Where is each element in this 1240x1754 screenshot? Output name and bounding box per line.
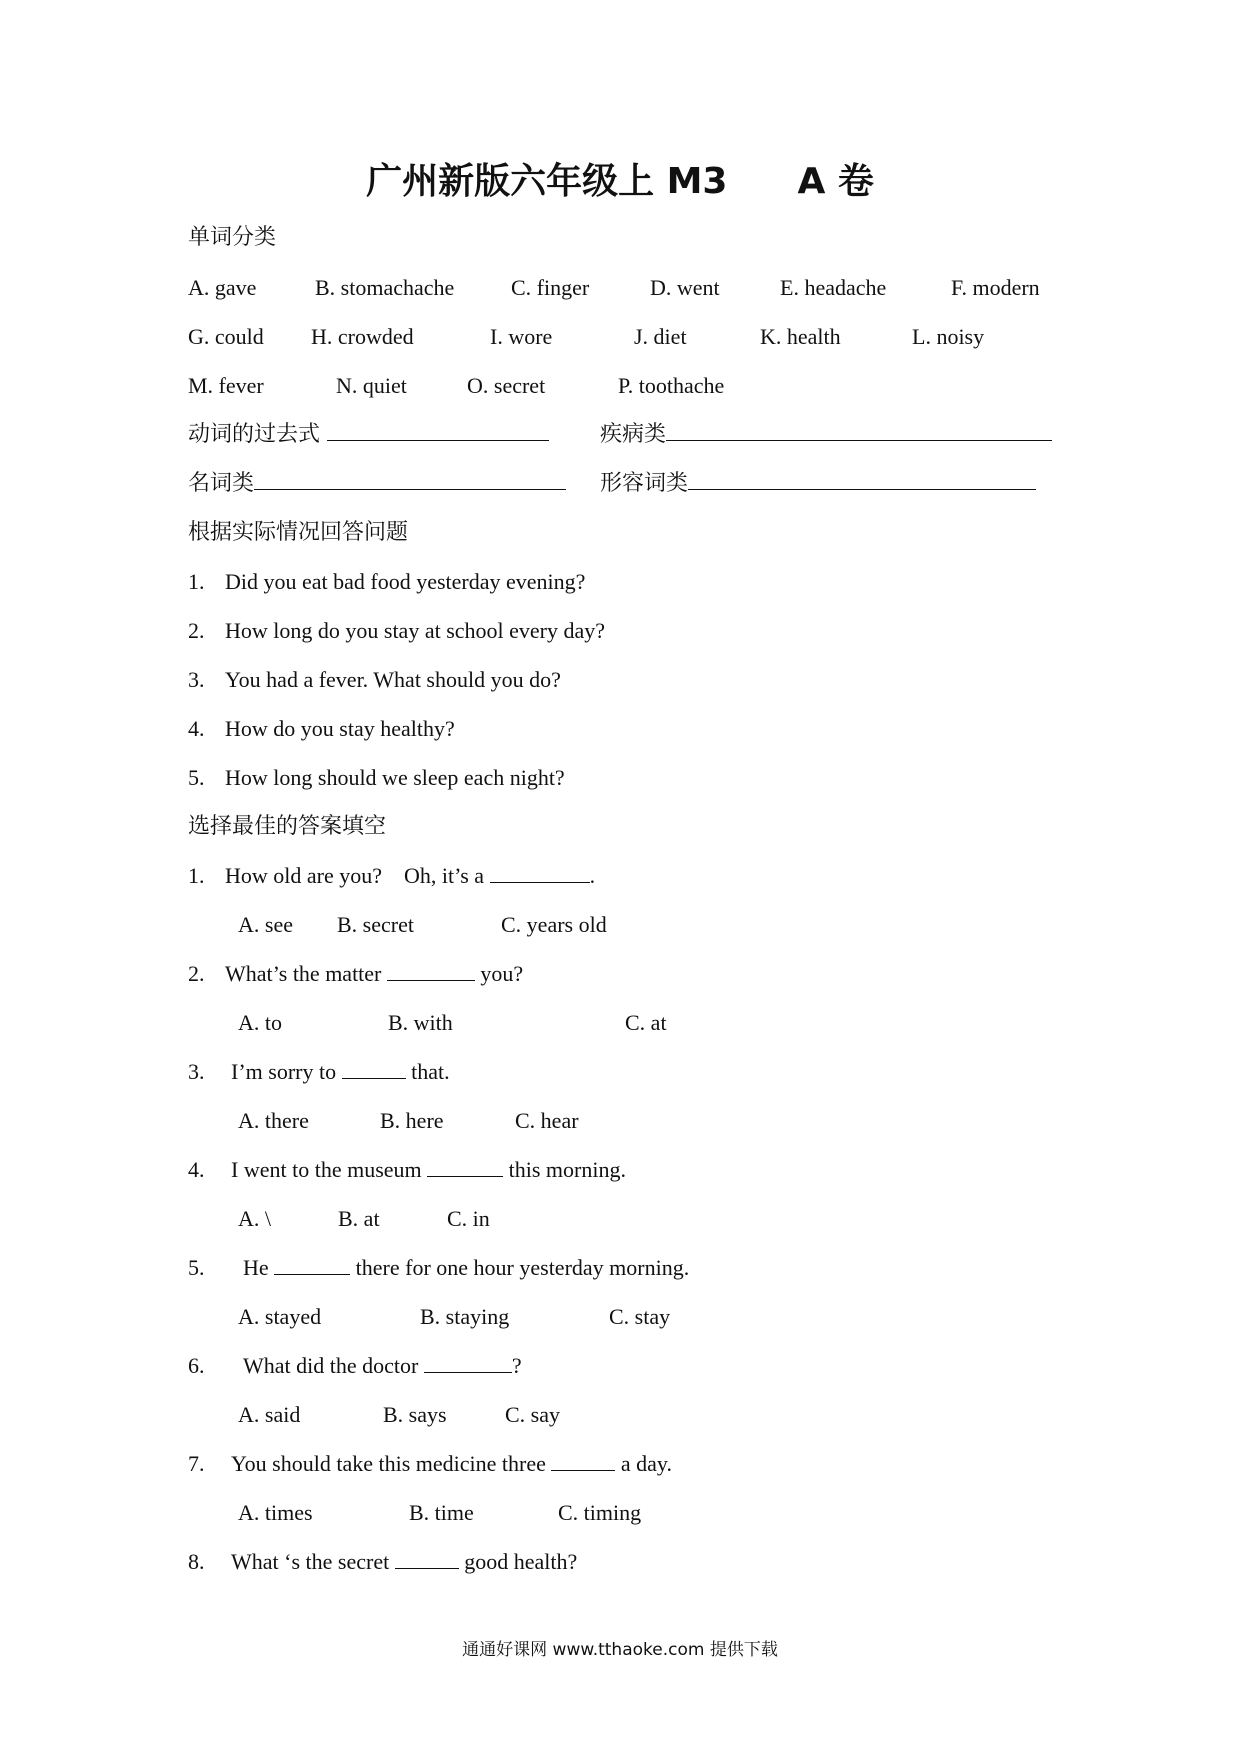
question-number: 4. bbox=[188, 1157, 205, 1182]
choice-option[interactable]: A. see bbox=[238, 912, 293, 937]
choice-option[interactable]: A. there bbox=[238, 1108, 309, 1133]
answer-blank[interactable] bbox=[342, 1060, 406, 1079]
choice-option[interactable]: C. years old bbox=[501, 912, 607, 937]
word-option: N. quiet bbox=[336, 373, 407, 398]
word-option: G. could bbox=[188, 324, 264, 349]
question-stem bbox=[243, 1352, 522, 1380]
question-stem bbox=[231, 1058, 450, 1086]
choice-option[interactable]: C. at bbox=[625, 1010, 667, 1035]
choice-option[interactable]: B. staying bbox=[420, 1304, 510, 1329]
choice-option[interactable]: A. stayed bbox=[238, 1304, 322, 1329]
choice-option[interactable]: C. hear bbox=[515, 1108, 579, 1133]
word-option: E. headache bbox=[780, 275, 887, 300]
answer-blank[interactable] bbox=[688, 471, 1036, 490]
category-adjective bbox=[600, 470, 1036, 498]
question-number: 2. bbox=[188, 961, 205, 986]
footer-credit: 通通好课网 www.tthaoke.com 提供下载 bbox=[462, 1640, 778, 1660]
answer-blank[interactable] bbox=[395, 1550, 459, 1569]
question-stem bbox=[225, 862, 595, 890]
word-option: O. secret bbox=[467, 373, 546, 398]
word-option: D. went bbox=[650, 275, 720, 300]
stem-text: What ‘s the secret bbox=[231, 1549, 395, 1574]
question-number: 6. bbox=[188, 1353, 205, 1378]
word-option: M. fever bbox=[188, 373, 264, 398]
stem-text: good health? bbox=[458, 1549, 578, 1574]
stem-text: I’m sorry to bbox=[231, 1059, 342, 1084]
page-title bbox=[0, 160, 1240, 204]
stem-text: a day. bbox=[615, 1451, 672, 1476]
answer-blank[interactable] bbox=[254, 471, 566, 490]
answer-blank[interactable] bbox=[274, 1256, 350, 1275]
question-number: 5. bbox=[188, 765, 205, 790]
choice-option[interactable]: C. in bbox=[447, 1206, 490, 1231]
question-number: 2. bbox=[188, 618, 205, 643]
stem-text: He bbox=[243, 1255, 275, 1280]
question-number: 7. bbox=[188, 1451, 205, 1476]
answer-blank[interactable] bbox=[427, 1158, 503, 1177]
choice-option[interactable]: C. timing bbox=[558, 1500, 642, 1525]
word-option: B. stomachache bbox=[315, 275, 455, 300]
choice-option[interactable]: A. \ bbox=[238, 1206, 271, 1231]
question-text: Did you eat bad food yesterday evening? bbox=[225, 569, 586, 594]
stem-text: You should take this medicine three bbox=[231, 1451, 552, 1476]
word-option: C. finger bbox=[511, 275, 590, 300]
answer-blank[interactable] bbox=[424, 1354, 512, 1373]
answer-blank[interactable] bbox=[666, 422, 1052, 441]
stem-text: you? bbox=[474, 961, 524, 986]
choice-option[interactable]: A. times bbox=[238, 1500, 313, 1525]
stem-text: . bbox=[589, 863, 596, 888]
section-heading-word-sort: 单词分类 bbox=[188, 225, 277, 250]
question-number: 4. bbox=[188, 716, 205, 741]
choice-option[interactable]: B. at bbox=[338, 1206, 380, 1231]
word-option: I. wore bbox=[490, 324, 553, 349]
question-text: How long should we sleep each night? bbox=[225, 765, 565, 790]
question-text: How do you stay healthy? bbox=[225, 716, 455, 741]
choice-option[interactable]: B. time bbox=[409, 1500, 474, 1525]
choice-option[interactable]: B. here bbox=[380, 1108, 444, 1133]
category-label: 疾病类 bbox=[600, 422, 667, 447]
word-option: P. toothache bbox=[618, 373, 725, 398]
word-option: K. health bbox=[760, 324, 841, 349]
question-number: 1. bbox=[188, 569, 205, 594]
category-label: 形容词类 bbox=[600, 471, 689, 496]
stem-text: How old are you? Oh, it’s a bbox=[225, 863, 490, 888]
category-label: 名词类 bbox=[188, 471, 255, 496]
question-stem bbox=[243, 1254, 689, 1282]
question-number: 1. bbox=[188, 863, 205, 888]
choice-option[interactable]: C. stay bbox=[609, 1304, 671, 1329]
word-option: A. gave bbox=[188, 275, 257, 300]
choice-option[interactable]: A. to bbox=[238, 1010, 282, 1035]
question-text: You had a fever. What should you do? bbox=[225, 667, 561, 692]
stem-text: What did the doctor bbox=[243, 1353, 424, 1378]
answer-blank[interactable] bbox=[387, 962, 475, 981]
title-paper: A 卷 bbox=[797, 161, 874, 202]
answer-blank[interactable] bbox=[490, 864, 590, 883]
question-number: 3. bbox=[188, 1059, 205, 1084]
choice-option[interactable]: B. says bbox=[383, 1402, 447, 1427]
category-illness bbox=[600, 421, 1052, 449]
choice-option[interactable]: C. say bbox=[505, 1402, 560, 1427]
category-noun bbox=[188, 470, 566, 498]
category-past-tense bbox=[188, 421, 549, 449]
answer-blank[interactable] bbox=[551, 1452, 615, 1471]
stem-text: that. bbox=[405, 1059, 450, 1084]
stem-text: there for one hour yesterday morning. bbox=[350, 1255, 690, 1280]
choice-option[interactable]: B. with bbox=[388, 1010, 453, 1035]
word-option: H. crowded bbox=[311, 324, 414, 349]
choice-option[interactable]: A. said bbox=[238, 1402, 301, 1427]
answer-blank[interactable] bbox=[327, 422, 549, 441]
section-heading-answer-questions: 根据实际情况回答问题 bbox=[188, 520, 409, 545]
stem-text: What’s the matter bbox=[225, 961, 387, 986]
word-option: L. noisy bbox=[912, 324, 985, 349]
question-stem bbox=[231, 1156, 626, 1184]
stem-text: I went to the museum bbox=[231, 1157, 428, 1182]
category-label: 动词的过去式 bbox=[188, 422, 321, 447]
question-text: How long do you stay at school every day? bbox=[225, 618, 606, 643]
stem-text: ? bbox=[511, 1353, 522, 1378]
question-stem bbox=[231, 1548, 577, 1576]
word-option: F. modern bbox=[951, 275, 1040, 300]
question-stem bbox=[231, 1450, 672, 1478]
word-option: J. diet bbox=[634, 324, 687, 349]
question-stem bbox=[225, 960, 523, 988]
section-heading-multiple-choice: 选择最佳的答案填空 bbox=[188, 814, 387, 839]
stem-text: this morning. bbox=[503, 1157, 626, 1182]
question-number: 5. bbox=[188, 1255, 205, 1280]
question-number: 3. bbox=[188, 667, 205, 692]
question-number: 8. bbox=[188, 1549, 205, 1574]
choice-option[interactable]: B. secret bbox=[337, 912, 414, 937]
title-main: 广州新版六年级上 M3 bbox=[366, 161, 728, 202]
